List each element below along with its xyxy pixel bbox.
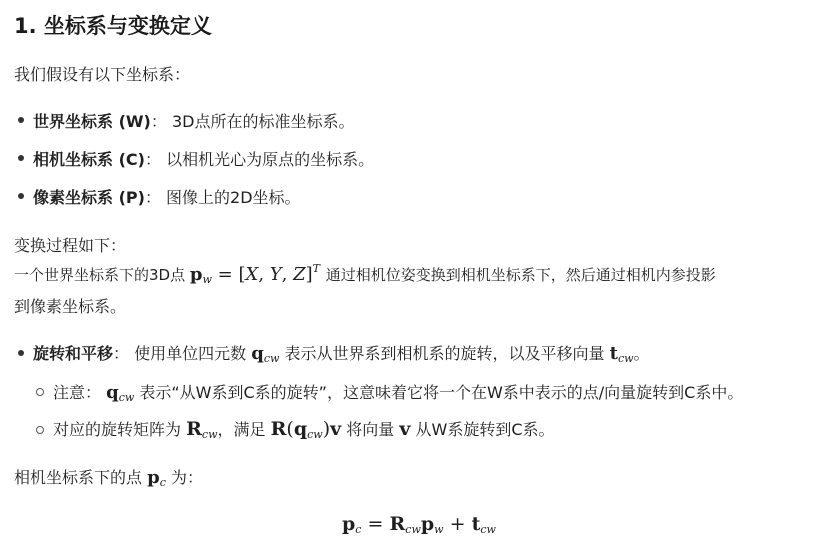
transform-title: 变换过程如下： (14, 236, 127, 255)
note-text-a: 注意： (53, 383, 102, 402)
bullet-dot-icon (18, 350, 24, 356)
section-title: 1. 坐标系与变换定义 (14, 14, 212, 38)
bullet-dot-icon (18, 155, 24, 161)
sub-bullet-note (53, 380, 743, 404)
bullet-sep: ： (150, 112, 167, 131)
bullet-dot-icon (18, 193, 24, 199)
transform-text-a: 一个世界坐标系下的3D点 (14, 266, 186, 284)
world-point-formula: $p_w = [X$, Y, Z]$^T$ (189, 262, 321, 286)
quaternion-symbol: $q_{cw}$ (106, 382, 135, 404)
bullet-text: 3D点所在的标准坐标系。 (171, 112, 355, 131)
camera-point-text-b: 为： (170, 468, 203, 487)
note-text-b: 表示“从W系到C系的旋转”，这意味着它将一个在W系中表示的点/向量旋转到C系中。 (139, 383, 744, 402)
matrix-text-b: ，满足 (217, 420, 266, 439)
rot-text-a: 使用单位四元数 (134, 344, 247, 363)
intro-text: 我们假设有以下坐标系： (14, 65, 191, 84)
matrix-text-a: 对应的旋转矩阵为 (53, 420, 182, 439)
bullet-rotation (33, 341, 650, 365)
bullet-world (33, 109, 354, 132)
bullet-camera (33, 147, 374, 170)
bullet-sep: ： (144, 150, 161, 169)
sub-bullet-circle-icon (36, 426, 44, 434)
bullet-label: 旋转和平移 (33, 344, 114, 363)
rot-text-c: 。 (633, 344, 650, 363)
bullet-label: 相机坐标系 (C) (33, 150, 145, 169)
camera-point-symbol: $p_c$ (147, 467, 166, 489)
transform-line-2: 到像素坐标系。 (14, 297, 127, 316)
camera-point-text-a: 相机坐标系下的点 (14, 468, 143, 487)
matrix-text-d: 从W系旋转到C系。 (415, 420, 555, 439)
bullet-dot-icon (18, 117, 24, 123)
quaternion-symbol: $q_{cw}$ (251, 343, 280, 365)
bullet-text: 以相机光心为原点的坐标系。 (166, 150, 375, 169)
camera-point-line (14, 465, 203, 489)
vector-symbol: v (399, 418, 411, 440)
rotation-matrix-symbol: $R_{cw}$ (186, 418, 218, 441)
bullet-sep: ： (144, 188, 161, 207)
sub-bullet-matrix (53, 417, 555, 441)
transform-line-1 (14, 262, 716, 286)
translation-symbol: $t_{cw}$ (609, 343, 634, 365)
rot-text-b: 表示从世界系到相机系的旋转，以及平移向量 (284, 344, 605, 363)
matrix-text-c: 将向量 (346, 420, 395, 439)
transform-text-b: 通过相机位姿变换到相机坐标系下，然后通过相机内参投影 (325, 266, 716, 284)
bullet-pixel (33, 185, 301, 208)
bullet-sep: ： (113, 344, 130, 363)
bullet-label: 像素坐标系 (P) (33, 188, 145, 207)
transform-equation: $p_c = R_{cw}p_w + t_{cw}$ (342, 513, 496, 536)
sub-bullet-circle-icon (36, 388, 44, 396)
bullet-label: 世界坐标系 (W) (33, 112, 151, 131)
bullet-text: 图像上的2D坐标。 (166, 188, 301, 207)
rotation-formula: $R(q_{cw})v$ (270, 418, 342, 441)
